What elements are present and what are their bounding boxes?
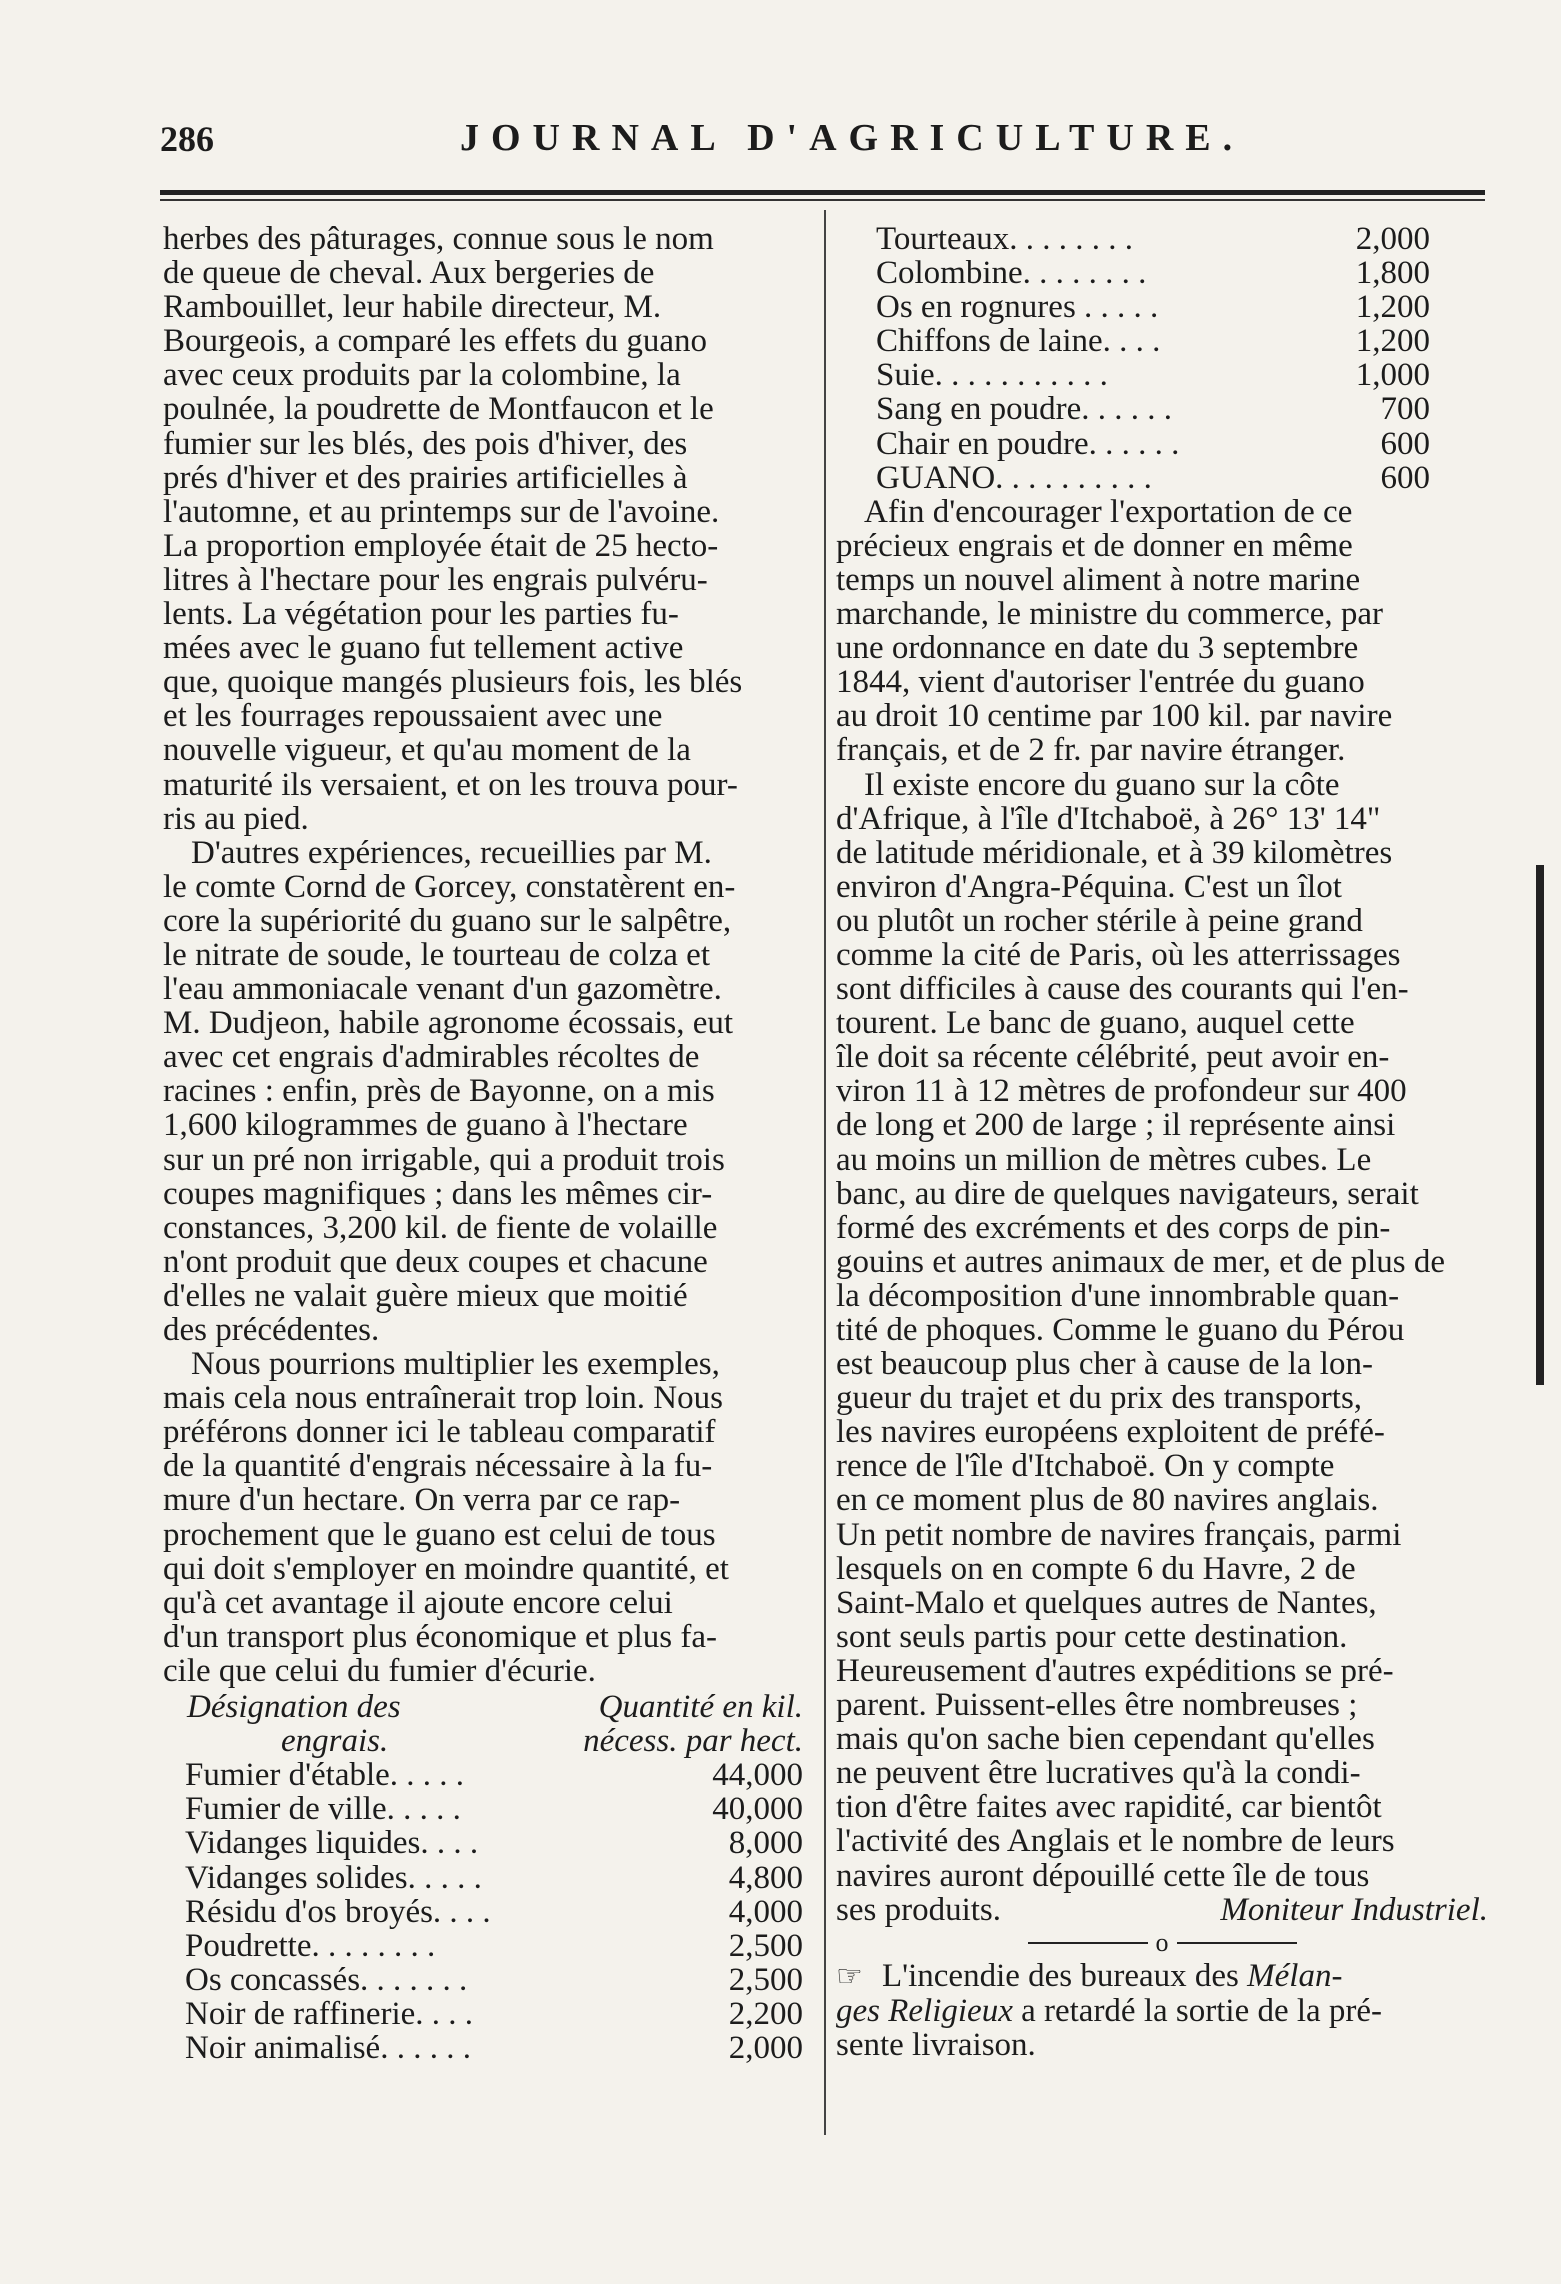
margin-marker — [1536, 865, 1544, 1385]
fertilizer-name: Noir de raffinerie. . . . — [185, 1996, 474, 2031]
text-line: tourent. Le banc de guano, auquel cette — [836, 1006, 1355, 1041]
text-line: qu'à cet avantage il ajoute encore celui — [163, 1585, 673, 1620]
text-line: d'un transport plus économique et plus fa- — [163, 1619, 717, 1654]
left-paragraph-1 — [163, 222, 803, 836]
text-line: ou plutôt un rocher stérile à peine grand — [836, 903, 1363, 938]
text-line: ne peuvent être lucratives qu'à la condi- — [836, 1756, 1361, 1791]
table-row — [836, 461, 1488, 495]
text-line: 1,600 kilogrammes de guano à l'hectare — [163, 1108, 688, 1143]
fertilizer-name: Tourteaux. . . . . . . . — [876, 222, 1134, 257]
fertilizer-quantity: 2,200 — [728, 1995, 803, 2032]
text-line: tité de phoques. Comme le guano du Pérou — [836, 1313, 1405, 1348]
fertilizer-quantity: 4,800 — [728, 1859, 803, 1896]
right-paragraph-1 — [836, 495, 1488, 768]
right-paragraph-2 — [836, 768, 1488, 1893]
text-line: sont difficiles à cause des courants qui l'en- — [836, 972, 1409, 1007]
fertilizer-name: Colombine. . . . . . . . — [876, 256, 1147, 291]
fertilizer-name: Os concassés. . . . . . . — [185, 1962, 468, 1997]
right-column — [836, 222, 1488, 2062]
fertilizer-quantity: 2,000 — [1355, 221, 1430, 257]
text-line: M. Dudjeon, habile agronome écossais, eut — [163, 1006, 734, 1041]
fertilizer-quantity: 8,000 — [728, 1825, 803, 1862]
text-line: sur un pré non irrigable, qui a produit trois — [163, 1142, 725, 1177]
text-line: Afin d'encourager l'exportation de ce — [864, 494, 1353, 529]
fertilizer-quantity: 1,800 — [1355, 255, 1430, 292]
text-line: île doit sa récente célébrité, peut avoir en- — [836, 1040, 1390, 1075]
text-line: le nitrate de soude, le tourteau de colza et — [163, 937, 710, 973]
text-line: cile que celui du fumier d'écurie. — [163, 1653, 596, 1689]
text-line: Saint-Malo et quelques autres de Nantes, — [836, 1585, 1377, 1620]
text-line: l'activité des Anglais et le nombre de leurs — [836, 1824, 1395, 1859]
text-line: lents. La végétation pour les parties fu- — [163, 597, 679, 632]
table-row — [836, 358, 1488, 392]
text-line: marchande, le ministre du commerce, par — [836, 597, 1384, 632]
text-line: temps un nouvel aliment à notre marine — [836, 562, 1361, 598]
fertilizer-quantity: 600 — [1380, 459, 1430, 496]
text-line: nouvelle vigueur, et qu'au moment de la — [163, 733, 691, 768]
text-line: parent. Puissent-elles être nombreuses ; — [836, 1688, 1358, 1723]
fertilizer-name: Résidu d'os broyés. . . . — [185, 1894, 491, 1929]
left-column — [163, 222, 803, 2065]
text-line: comme la cité de Paris, où les atterrissages — [836, 937, 1401, 973]
header-rule-thick — [160, 190, 1485, 195]
text-line: les navires européens exploitent de préfé- — [836, 1415, 1385, 1450]
text-line: français, et de 2 fr. par navire étranger. — [836, 733, 1346, 768]
text-line: Un petit nombre de navires français, parmi — [836, 1517, 1402, 1552]
notice-paragraph — [836, 1959, 1488, 2062]
fertilizer-name: Noir animalisé. . . . . . — [185, 2030, 471, 2066]
text-line: de queue de cheval. Aux bergeries de — [163, 256, 655, 291]
text-line: Heureusement d'autres expéditions se pré- — [836, 1653, 1394, 1689]
table-row — [163, 2031, 803, 2065]
table-row — [163, 1792, 803, 1826]
table-col2-subheading: nécess. par hect. — [583, 1723, 803, 1760]
table-row — [163, 1929, 803, 1963]
table-row — [163, 1826, 803, 1860]
left-paragraph-3 — [163, 1347, 803, 1688]
text-line: core la supériorité du guano sur le salpêtre, — [163, 903, 732, 938]
text-line: au moins un million de mètres cubes. Le — [836, 1142, 1372, 1177]
text-line: avec cet engrais d'admirables récoltes de — [163, 1040, 700, 1075]
text-line: de latitude méridionale, et à 39 kilomètres — [836, 835, 1393, 870]
fertilizer-quantity: 2,500 — [728, 1927, 803, 1964]
text-line: mées avec le guano fut tellement active — [163, 631, 684, 666]
text-line: de long et 200 de large ; il représente ainsi — [836, 1108, 1396, 1143]
text-line: Bourgeois, a comparé les effets du guano — [163, 324, 708, 359]
text-line: formé des excréments et des corps de pin- — [836, 1210, 1391, 1245]
text-line: précieux engrais et de donner en même — [836, 528, 1353, 563]
fertilizer-quantity: 40,000 — [712, 1791, 803, 1828]
fertilizer-quantity: 600 — [1380, 425, 1430, 462]
table-col1-heading: Désignation des — [187, 1689, 401, 1726]
text-line: lesquels on en compte 6 du Havre, 2 de — [836, 1551, 1356, 1586]
text-line: avec ceux produits par la colombine, la — [163, 358, 681, 393]
text-line: que, quoique mangés plusieurs fois, les blés — [163, 665, 743, 700]
notice-text-1b: Mélan- — [1247, 1958, 1343, 1994]
fertilizer-name: Vidanges solides. . . . . — [185, 1860, 482, 1895]
text-line: banc, au dire de quelques navigateurs, serait — [836, 1176, 1419, 1211]
fertilizer-quantity: 1,200 — [1355, 289, 1430, 326]
fertilizer-quantity: 2,000 — [728, 2029, 803, 2066]
table-row — [163, 1963, 803, 1997]
fertilizer-quantity: 1,200 — [1355, 323, 1430, 360]
text-line: La proportion employée était de 25 hecto- — [163, 528, 719, 563]
text-line: racines : enfin, près de Bayonne, on a mis — [163, 1074, 715, 1109]
table-row — [836, 392, 1488, 426]
text-line: d'Afrique, à l'île d'Itchaboë, à 26° 13' 14" — [836, 801, 1381, 836]
text-line: sont seuls partis pour cette destination. — [836, 1619, 1348, 1654]
text-line: navires auront dépouillé cette île de tous — [836, 1858, 1370, 1893]
divider-line-right — [1177, 1942, 1297, 1944]
text-line: qui doit s'employer en moindre quantité, et — [163, 1551, 729, 1586]
notice-text-2a: ges Religieux — [836, 1993, 1013, 2028]
text-line: est beaucoup plus cher à cause de la lon- — [836, 1347, 1373, 1382]
text-line: fumier sur les blés, des pois d'hiver, des — [163, 426, 688, 461]
table-col2-heading: Quantité en kil. — [598, 1689, 803, 1726]
notice-line-3: sente livraison. — [836, 2027, 1036, 2062]
text-line: prochement que le guano est celui de tous — [163, 1517, 716, 1552]
fertilizer-table-continued — [836, 222, 1488, 495]
table-row — [836, 256, 1488, 290]
notice-line-1 — [836, 1959, 1488, 1994]
divider-mark: o — [1155, 1927, 1169, 1957]
text-line: mais cela nous entraînerait trop loin. Nous — [163, 1381, 723, 1416]
fertilizer-name: Sang en poudre. . . . . . — [876, 392, 1173, 427]
table-row — [163, 1895, 803, 1929]
fertilizer-name: Fumier de ville. . . . . — [185, 1792, 461, 1827]
page-number: 286 — [160, 119, 214, 159]
notice-text-1a: L'incendie des bureaux des — [882, 1958, 1248, 1994]
text-line: maturité ils versaient, et on les trouva pour- — [163, 767, 738, 802]
fertilizer-name: Suie. . . . . . . . . . . — [876, 358, 1108, 393]
text-line: la décomposition d'une innombrable quan- — [836, 1278, 1400, 1313]
text-line: tion d'être faites avec rapidité, car bientôt — [836, 1790, 1382, 1825]
fertilizer-name: Chair en poudre. . . . . . — [876, 426, 1180, 461]
fertilizer-quantity: 1,000 — [1355, 357, 1430, 394]
source-attribution: Moniteur Industriel. — [1220, 1891, 1488, 1928]
running-title: JOURNAL D'AGRICULTURE. — [460, 117, 1245, 159]
text-line: D'autres expériences, recueillies par M. — [191, 835, 712, 870]
table-row — [163, 1997, 803, 2031]
table-header-row-2 — [163, 1724, 803, 1758]
page-header — [160, 112, 1490, 172]
text-line: 1844, vient d'autoriser l'entrée du guano — [836, 665, 1365, 700]
text-line: l'eau ammoniacale venant d'un gazomètre. — [163, 972, 722, 1007]
paragraph-ending-row — [836, 1893, 1488, 1927]
text-line: le comte Cornd de Gorcey, constatèrent en- — [163, 869, 736, 904]
table-row — [836, 324, 1488, 358]
text-line: poulnée, la poudrette de Montfaucon et le — [163, 392, 714, 427]
table-header-row-1 — [163, 1690, 803, 1724]
text-line: gouins et autres animaux de mer, et de plus de — [836, 1244, 1446, 1279]
fertilizer-quantity: 44,000 — [712, 1757, 803, 1794]
fertilizer-name: GUANO. . . . . . . . . . — [876, 460, 1152, 495]
text-line: de la quantité d'engrais nécessaire à la fu- — [163, 1449, 713, 1484]
text-line: prés d'hiver et des prairies artificielles à — [163, 460, 688, 495]
text-line: en ce moment plus de 80 navires anglais. — [836, 1483, 1379, 1518]
text-line: des précédentes. — [163, 1313, 380, 1348]
text-line: coupes magnifiques ; dans les mêmes cir- — [163, 1176, 713, 1211]
table-col1-subheading: engrais. — [281, 1723, 389, 1760]
fertilizer-table — [163, 1690, 803, 2065]
table-row — [163, 1861, 803, 1895]
text-line: préférons donner ici le tableau comparatif — [163, 1415, 716, 1450]
fertilizer-quantity: 700 — [1380, 391, 1430, 428]
fertilizer-name: Os en rognures . . . . . — [876, 290, 1159, 325]
text-line: Nous pourrions multiplier les exemples, — [191, 1347, 720, 1382]
text-line: herbes des pâturages, connue sous le nom — [163, 222, 714, 257]
table-row — [836, 427, 1488, 461]
text-line: et les fourrages repoussaient avec une — [163, 699, 663, 734]
fertilizer-name: Poudrette. . . . . . . . — [185, 1928, 436, 1963]
fertilizer-quantity: 2,500 — [728, 1961, 803, 1998]
section-divider — [836, 1927, 1488, 1959]
text-line: mais qu'on sache bien cependant qu'elles — [836, 1722, 1375, 1757]
text-line: n'ont produit que deux coupes et chacune — [163, 1244, 708, 1279]
text-line: mure d'un hectare. On verra par ce rap- — [163, 1483, 681, 1518]
notice-text-2b: a retardé la sortie de la pré- — [1012, 1993, 1383, 2028]
left-paragraph-2 — [163, 836, 803, 1347]
text-line: d'elles ne valait guère mieux que moitié — [163, 1278, 688, 1313]
text-line: constances, 3,200 kil. de fiente de volaille — [163, 1210, 718, 1245]
fertilizer-name: Vidanges liquides. . . . — [185, 1826, 479, 1861]
pointing-hand-icon: ☞ — [836, 1959, 863, 1993]
fertilizer-name: Chiffons de laine. . . . — [876, 324, 1161, 359]
column-rule — [824, 210, 826, 2135]
text-line: litres à l'hectare pour les engrais pulvéru- — [163, 562, 708, 598]
text-line: une ordonnance en date du 3 septembre — [836, 631, 1359, 666]
text-line: Rambouillet, leur habile directeur, M. — [163, 290, 662, 325]
text-line: viron 11 à 12 mètres de profondeur sur 400 — [836, 1074, 1407, 1109]
notice-line-2 — [836, 1994, 1488, 2028]
table-row — [836, 222, 1488, 256]
left-table-body — [163, 1758, 803, 2065]
text-line: environ d'Angra-Péquina. C'est un îlot — [836, 869, 1342, 904]
divider-line-left — [1028, 1942, 1148, 1944]
text-line: Il existe encore du guano sur la côte — [864, 767, 1340, 802]
text-line: ris au pied. — [163, 801, 309, 836]
fertilizer-quantity: 4,000 — [728, 1893, 803, 1930]
table-row — [163, 1758, 803, 1792]
table-row — [836, 290, 1488, 324]
fertilizer-name: Fumier d'étable. . . . . — [185, 1758, 465, 1793]
text-line: l'automne, et au printemps sur de l'avoine. — [163, 494, 720, 529]
text-line: au droit 10 centime par 100 kil. par navire — [836, 699, 1393, 734]
header-rule-thin — [160, 199, 1485, 201]
text-line: rence de l'île d'Itchaboë. On y compte — [836, 1449, 1335, 1484]
paragraph-last-line: ses produits. — [836, 1892, 1001, 1927]
text-line: gueur du trajet et du prix des transports, — [836, 1381, 1363, 1416]
